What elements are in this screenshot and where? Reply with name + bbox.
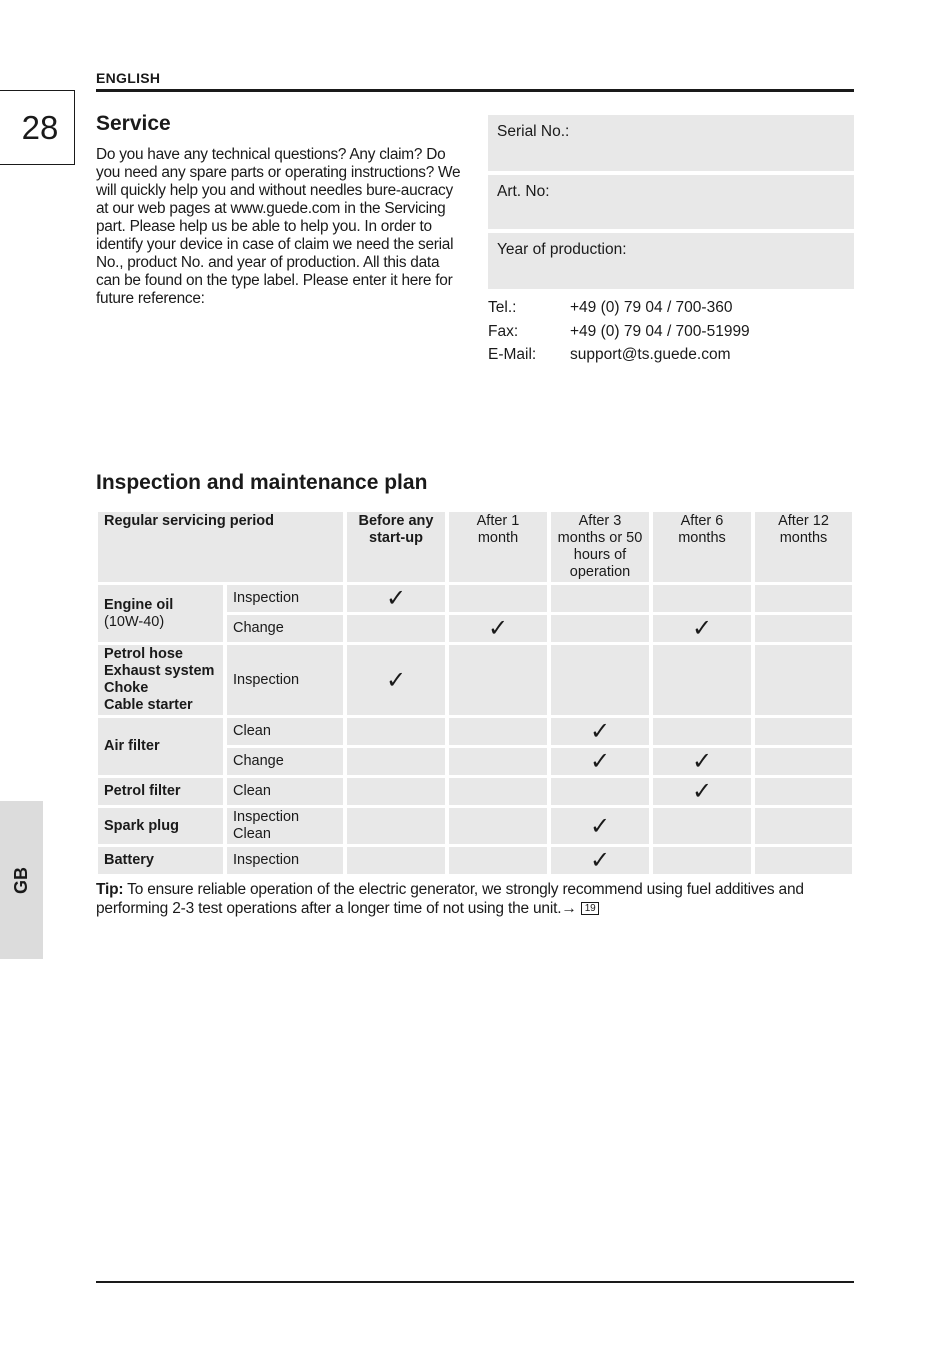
table-header-row bbox=[98, 512, 852, 582]
check-mark: ✓ bbox=[653, 778, 751, 805]
maintenance-table bbox=[94, 509, 856, 877]
check-mark: ✓ bbox=[653, 748, 751, 775]
empty-cell bbox=[551, 778, 649, 805]
contact-label: Tel.: bbox=[488, 299, 517, 316]
top-rule bbox=[96, 89, 854, 92]
contact-label: E-Mail: bbox=[488, 346, 537, 363]
action-cell: Inspection bbox=[227, 585, 343, 612]
production-year-field[interactable]: Year of production: bbox=[488, 233, 854, 289]
plan-title: Inspection and maintenance plan bbox=[96, 471, 428, 494]
arrow-icon: → bbox=[561, 900, 577, 917]
action-label: Clean bbox=[233, 826, 271, 842]
empty-cell bbox=[755, 778, 852, 805]
empty-cell bbox=[449, 748, 547, 775]
action-cell: Change bbox=[227, 615, 343, 642]
contact-label: Fax: bbox=[488, 322, 519, 340]
empty-cell bbox=[653, 585, 751, 612]
language-label: ENGLISH bbox=[96, 70, 161, 86]
empty-cell bbox=[755, 585, 852, 612]
contact-value: +49 (0) 79 04 / 700-51999 bbox=[570, 322, 750, 340]
table-row bbox=[98, 808, 852, 844]
empty-cell bbox=[755, 718, 852, 745]
table-row bbox=[98, 645, 852, 715]
empty-cell bbox=[449, 718, 547, 745]
language-side-tab bbox=[0, 801, 43, 959]
header-after-6-months: After 6 months bbox=[653, 512, 751, 582]
group-sublabel: (10W-40) bbox=[104, 613, 165, 630]
group-label: Choke bbox=[104, 680, 149, 696]
header-before-startup: Before any start-up bbox=[347, 512, 445, 582]
table-row bbox=[98, 585, 852, 612]
empty-cell bbox=[449, 645, 547, 715]
empty-cell bbox=[347, 718, 445, 745]
empty-cell bbox=[755, 748, 852, 775]
group-spark-plug: Spark plug bbox=[98, 808, 223, 844]
header-after-3-months: After 3 months or 50 hours of operation bbox=[551, 512, 649, 582]
empty-cell bbox=[653, 718, 751, 745]
tip-paragraph bbox=[96, 880, 856, 918]
service-text: Do you have any technical questions? Any claim? Do you need any spare parts or operating instructions? We will quickly help you and without needles bure-aucracy at our web pages at www.guede.com in the Servicing part. Please help us be able to help you. In order to identify your device in case of claim we need the serial No., product No. and year of production. All this data can be found on the type label. Please enter it here for future reference: bbox=[96, 146, 461, 307]
header-after-12-months: After 12 months bbox=[755, 512, 852, 582]
action-cell: Clean bbox=[227, 718, 343, 745]
check-mark: ✓ bbox=[551, 718, 649, 745]
contact-value: +49 (0) 79 04 / 700-360 bbox=[570, 299, 733, 316]
empty-cell bbox=[347, 748, 445, 775]
group-engine-oil bbox=[98, 585, 223, 642]
empty-cell bbox=[653, 808, 751, 844]
contact-block bbox=[488, 299, 750, 370]
side-tab-label: GB bbox=[11, 866, 31, 894]
tip-label: Tip: bbox=[96, 881, 124, 898]
empty-cell bbox=[347, 808, 445, 844]
contact-row bbox=[488, 299, 750, 323]
header-period: Regular servicing period bbox=[98, 512, 343, 582]
group-label: Petrol hose bbox=[104, 646, 183, 662]
empty-cell bbox=[653, 847, 751, 874]
empty-cell bbox=[755, 808, 852, 844]
group-label: Exhaust system bbox=[104, 663, 215, 679]
group-petrol-filter: Petrol filter bbox=[98, 778, 223, 805]
contact-value[interactable]: support@ts.guede.com bbox=[570, 346, 731, 363]
tip-text: To ensure reliable operation of the electric generator, we strongly recommend using fuel additives and performing 2-3 test operations after a longer time of not using the unit. bbox=[96, 881, 804, 917]
table-row bbox=[98, 718, 852, 745]
header-after-1-month: After 1 month bbox=[449, 512, 547, 582]
group-label: Cable starter bbox=[104, 697, 193, 713]
empty-cell bbox=[449, 847, 547, 874]
group-petrol-hose bbox=[98, 645, 223, 715]
empty-cell bbox=[449, 778, 547, 805]
empty-cell bbox=[755, 615, 852, 642]
article-number-field[interactable]: Art. No: bbox=[488, 175, 854, 229]
action-cell bbox=[227, 808, 343, 844]
group-label: Engine oil bbox=[104, 596, 174, 613]
check-mark: ✓ bbox=[347, 585, 445, 612]
empty-cell bbox=[449, 585, 547, 612]
serial-number-field[interactable]: Serial No.: bbox=[488, 115, 854, 171]
action-cell: Inspection bbox=[227, 645, 343, 715]
group-battery: Battery bbox=[98, 847, 223, 874]
check-mark: ✓ bbox=[653, 615, 751, 642]
empty-cell bbox=[449, 808, 547, 844]
empty-cell bbox=[347, 778, 445, 805]
contact-row bbox=[488, 323, 750, 347]
contact-row bbox=[488, 346, 750, 370]
empty-cell bbox=[653, 645, 751, 715]
check-mark: ✓ bbox=[551, 847, 649, 874]
group-air-filter: Air filter bbox=[98, 718, 223, 775]
empty-cell bbox=[755, 645, 852, 715]
empty-cell bbox=[347, 615, 445, 642]
action-cell: Inspection bbox=[227, 847, 343, 874]
empty-cell bbox=[551, 645, 649, 715]
service-title: Service bbox=[96, 112, 171, 135]
table-row bbox=[98, 778, 852, 805]
check-mark: ✓ bbox=[347, 645, 445, 715]
check-mark: ✓ bbox=[551, 748, 649, 775]
empty-cell bbox=[551, 615, 649, 642]
page-number: 28 bbox=[0, 90, 75, 165]
empty-cell bbox=[755, 847, 852, 874]
check-mark: ✓ bbox=[551, 808, 649, 844]
action-label: Inspection bbox=[233, 809, 300, 825]
check-mark: ✓ bbox=[449, 615, 547, 642]
action-cell: Clean bbox=[227, 778, 343, 805]
action-cell: Change bbox=[227, 748, 343, 775]
table-row bbox=[98, 847, 852, 874]
figure-reference: 19 bbox=[581, 902, 600, 915]
bottom-rule bbox=[96, 1281, 854, 1283]
empty-cell bbox=[347, 847, 445, 874]
empty-cell bbox=[551, 585, 649, 612]
